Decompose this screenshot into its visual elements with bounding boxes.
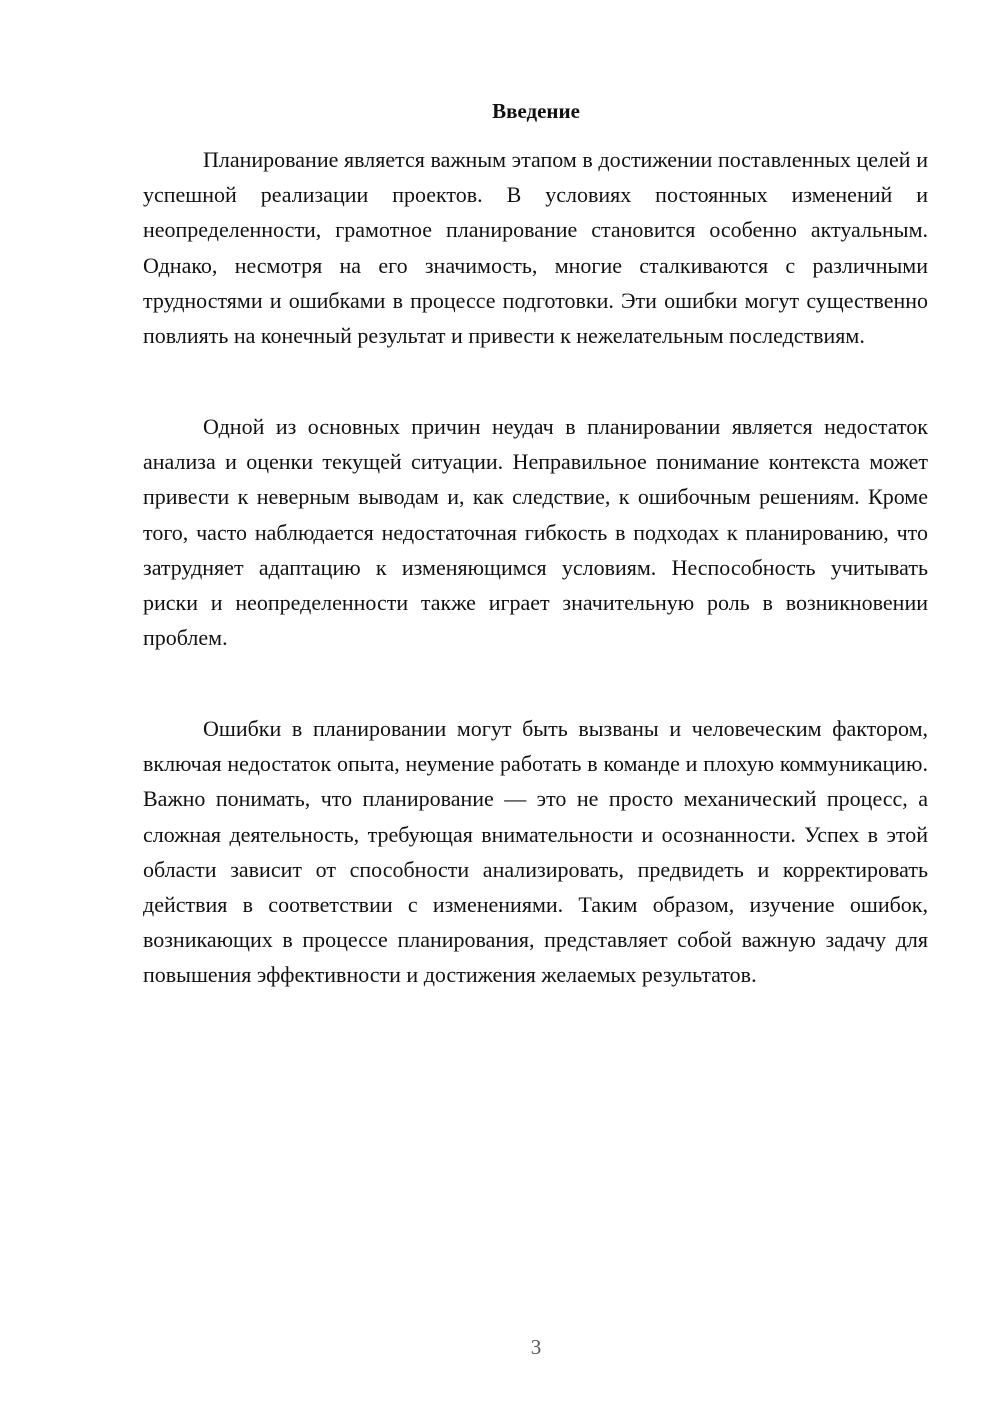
paragraph-2: Одной из основных причин неудач в планировании является недостаток анализа и оценки текущей ситуации. Неправильное понимание контекста может привести к неверным выводам и, как следствие, к ошибочным решениям. Кроме того, часто наблюдается недостаточная гибкость в подходах к планированию, что затрудняет адаптацию к изменяющимся условиям. Неспособность учитывать риски и неопределенности также играет значительную роль в возникновении проблем. [143, 414, 928, 651]
page-number: 3 [530, 1335, 542, 1359]
section-heading: Введение [492, 99, 580, 123]
paragraph-1: Планирование является важным этапом в достижении поставленных целей и успешной реализации проектов. В условиях постоянных изменений и неопределенности, грамотное планирование становится особенно актуальным. Однако, несмотря на его значимость, многие сталкиваются с различными трудностями и ошибками в процессе подготовки. Эти ошибки могут существенно повлиять на конечный результат и привести к нежелательным последствиям. [143, 147, 928, 349]
paragraph-3: Ошибки в планировании могут быть вызваны и человеческим фактором, включая недостаток опыта, неумение работать в команде и плохую коммуникацию. Важно понимать, что планирование — это не просто механический процесс, а сложная деятельность, требующая внимательности и осознанности. Успех в этой области зависит от способности анализировать, предвидеть и корректировать действия в соответствии с изменениями. Таким образом, изучение ошибок, возникающих в процессе планирования, представляет собой важную задачу для повышения эффективности и достижения желаемых результатов. [143, 716, 928, 988]
